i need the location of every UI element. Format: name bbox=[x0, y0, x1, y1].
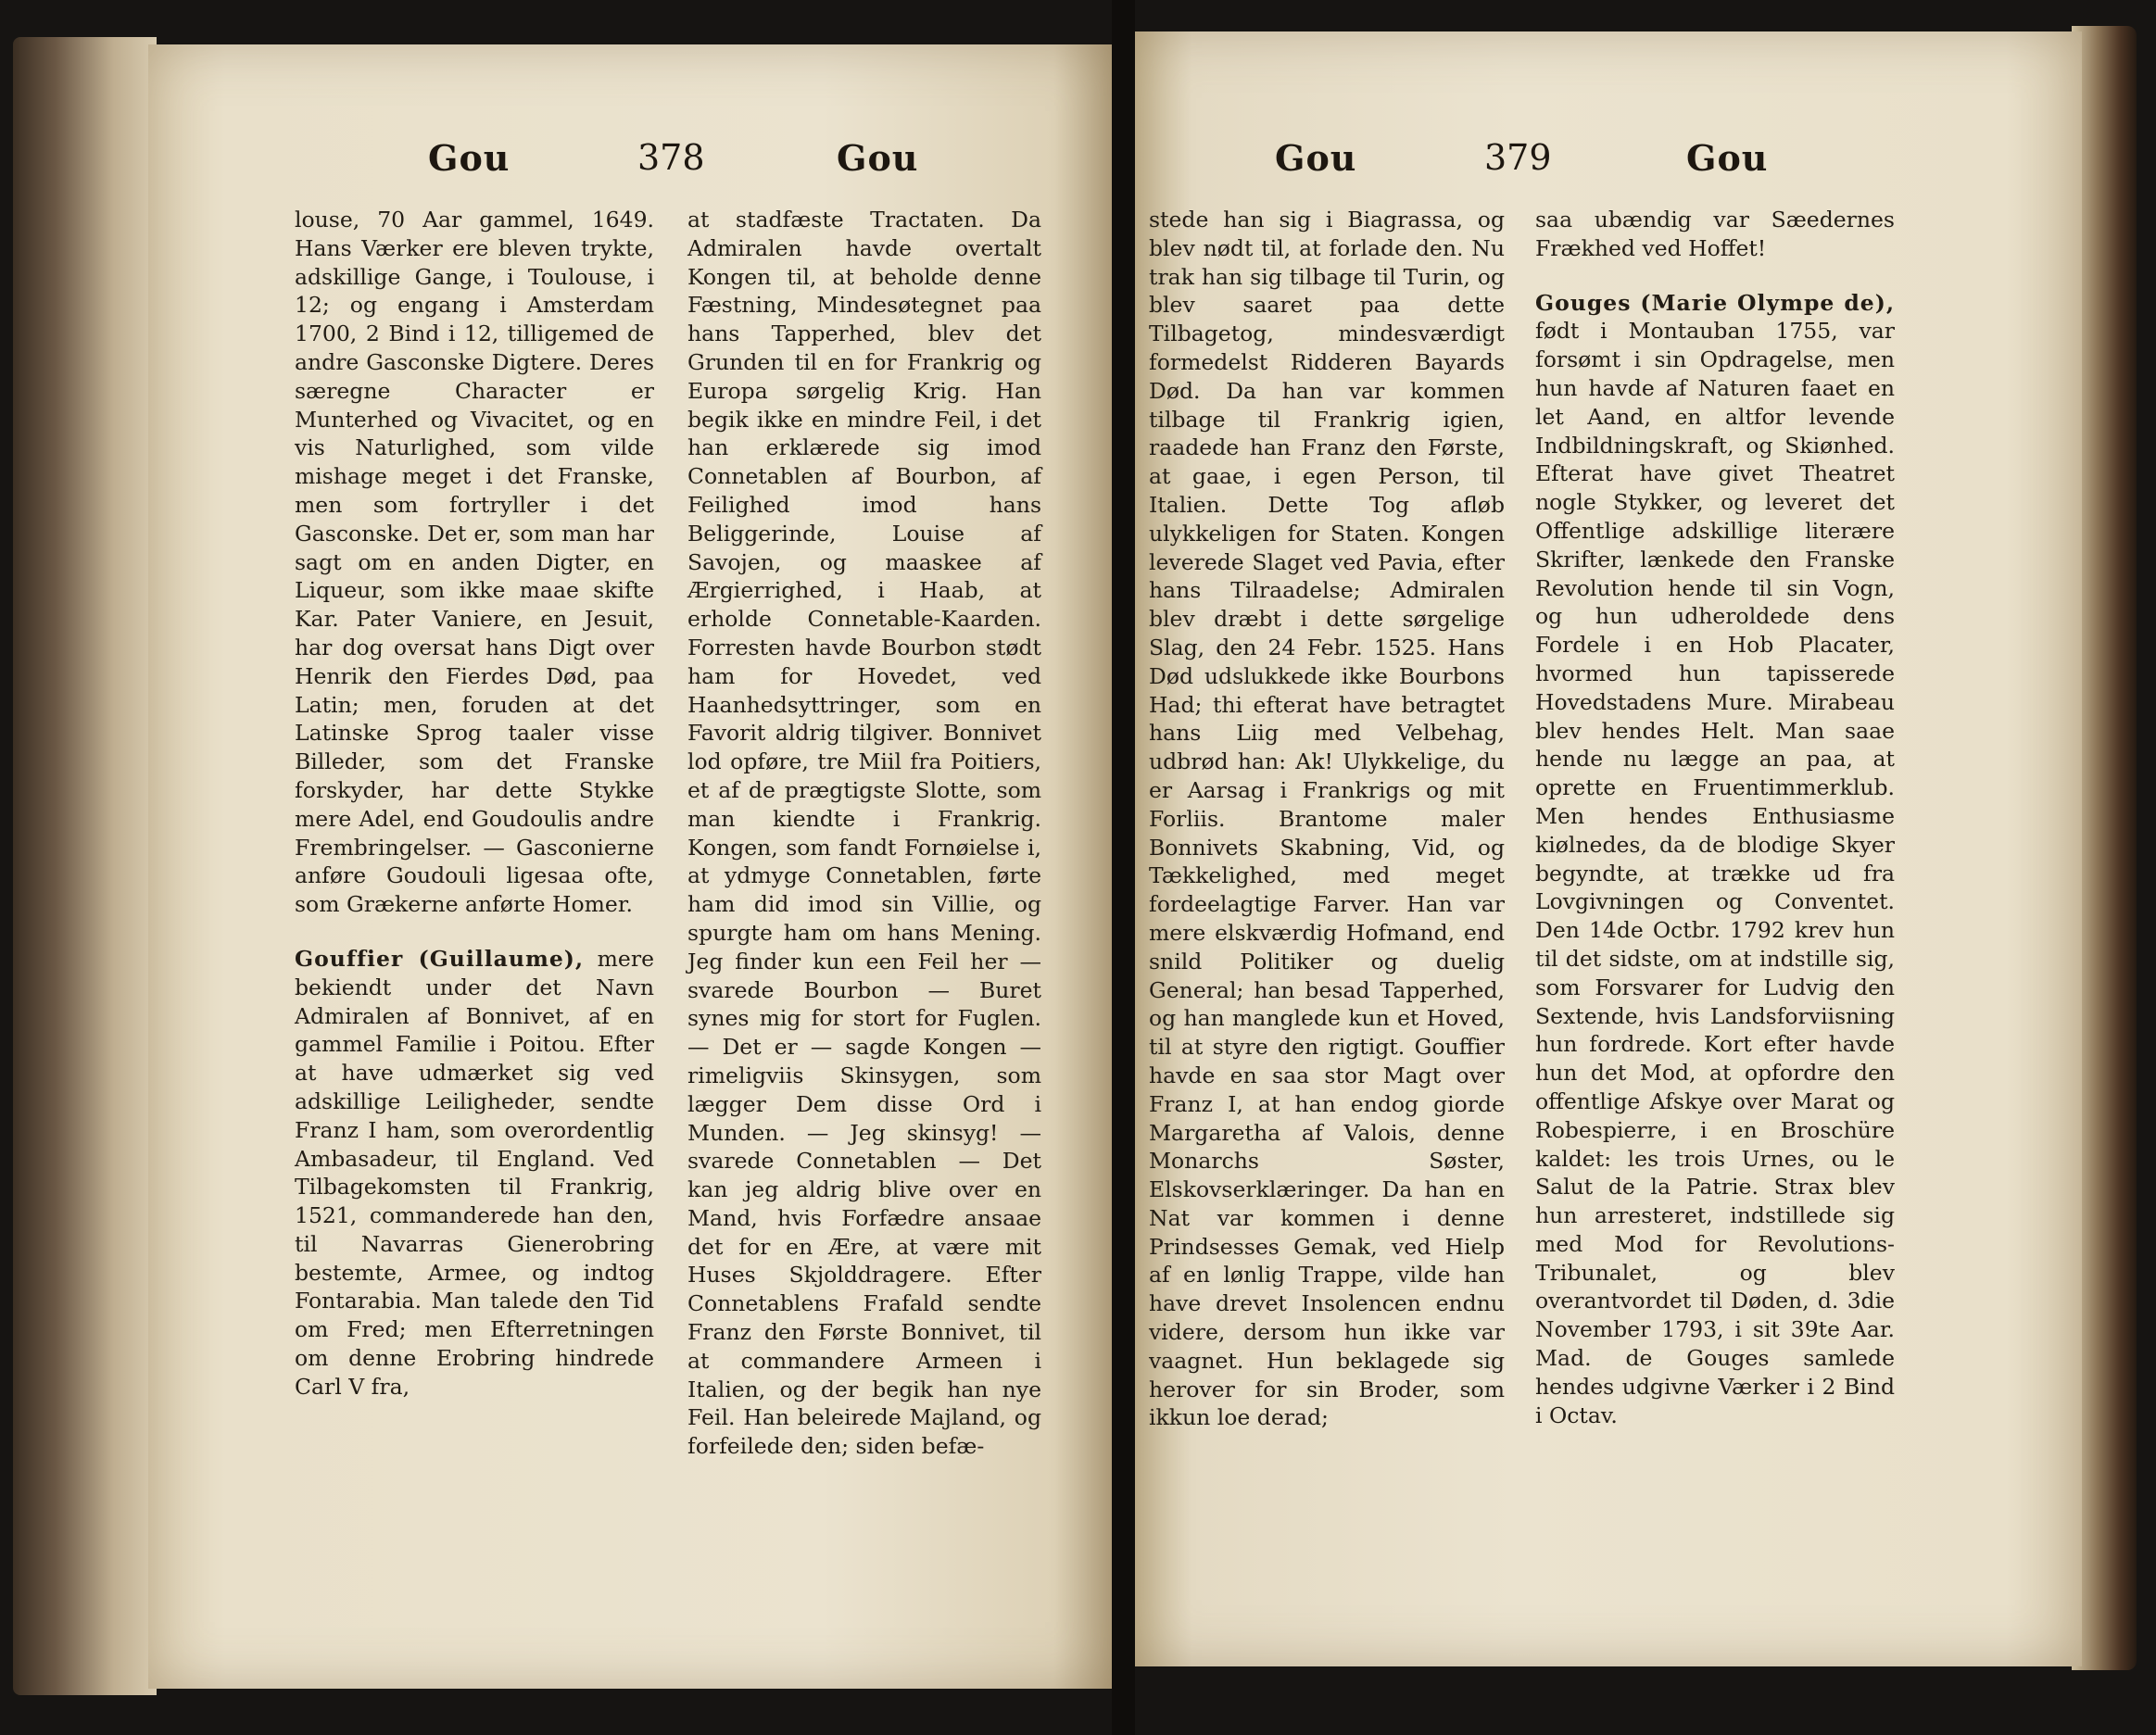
left-page-folio: 378 bbox=[637, 137, 705, 178]
entry-gouges bbox=[1535, 289, 1895, 1430]
right-page-column-2 bbox=[1535, 206, 1895, 1429]
left-col2-paragraph: at stadfæste Tractaten. Da Admiralen havde overtalt Kongen til, at beholde denne Fæstning, Mindesøtegnet paa hans Tapperhed, blev det Grunden til en for Frankrig og Europa sørgelig Krig. Han begik ikke en mindre Feil, i det han erklærede sig imod Connetablen af Bourbon, af Feilighed imod hans Beliggerinde, Louise af Savojen, og maaskee af Ærgierrighed, i Haab, at erholde Connetable-Kaarden. Forresten havde Bourbon stødt ham for Hovedet, ved Haanhedsyttringer, som en Favorit aldrig tilgiver. Bonnivet lod opføre, tre Miil fra Poitiers, et af de prægtigste Slotte, som man kiendte i Frankrig. Kongen, som fandt Fornøielse i, at ydmyge Connetablen, førte ham did imod sin Villie, og spurgte ham om hans Mening. Jeg finder kun een Feil her — svarede Bourbon — Buret synes mig for stort for Fuglen. — Det er — sagde Kongen — rimeligviis Skinsygen, som lægger Dem disse Ord i Munden. — Jeg skinsyg! — svarede Connetablen — Det kan jeg aldrig blive over en Mand, hvis Forfædre ansaae det for en Ære, at være mit Huses Skjolddragere. Efter Connetablens Frafald sendte Franz den Første Bonnivet, til at commandere Armeen i Italien, og der begik han nye Feil. Han beleirede Majland, og forfeilede den; siden befæ- bbox=[687, 207, 1041, 1460]
left-page-column-1 bbox=[295, 206, 654, 1402]
right-page-headword-right: Gou bbox=[1686, 137, 1769, 179]
entry-gouges-body: født i Montauban 1755, var forsømt i sin Opdragelse, men hun havde af Naturen faaet en let Aand, en altfor levende Indbildningskraft, og Skiønhed. Efterat have givet Theatret nogle Stykker, og leveret det Offentlige adskillige literære Skrifter, lænkede den Franske Revolution hende til sin Vogn, og hun udheroldede dens Fordele i en Hob Placater, hvormed hun tapisserede Hovedstadens Mure. Mirabeau blev hendes Helt. Man saae hende nu lægge an paa, at oprette en Fruentimmerklub. Men hendes Enthusiasme kiølnedes, da de blodige Skyer begyndte, at trække ud fra Lovgivningen og Conventet. Den 14de Octbr. 1792 krev hun til det sidste, om at indstille sig, som Forsvarer for Ludvig den Sextende, hvis Landsforviisning hun fordrede. Kort efter havde hun det Mod, at opfordre den offentlige Afskye over Marat og Robespierre, i en Broschüre kaldet: les trois Urnes, ou le Salut de la Patrie. Strax blev hun arresteret, indstillede sig med Mod for Revolutions-Tribunalet, og blev overantvordet til Døden, d. 3die November 1793, i sit 39te Aar. Mad. de Gouges samlede hendes udgivne Værker i 2 Bind i Octav. bbox=[1535, 318, 1895, 1428]
entry-gouffier-headword: Gouffier (Guillaume), bbox=[295, 945, 585, 972]
left-page-headword-right: Gou bbox=[837, 137, 919, 179]
entry-gouffier bbox=[295, 945, 654, 1402]
right-page-column-1 bbox=[1149, 206, 1505, 1432]
left-page-column-2 bbox=[687, 206, 1041, 1461]
page-block-edge-left bbox=[13, 37, 157, 1695]
right-page-folio: 379 bbox=[1484, 137, 1552, 178]
gutter bbox=[1112, 0, 1135, 1735]
left-col1-paragraph: louse, 70 Aar gammel, 1649. Hans Værker ere bleven trykte, adskillige Gange, i Toulouse, i 12; og engang i Amsterdam 1700, 2 Bind i 12, tilligemed de andre Gasconske Digtere. Deres særegne Character er Munterhed og Vivacitet, og en vis Naturlighed, som vilde mishage meget i det Franske, men som fortryller i det Gasconske. Det er, som man har sagt om en anden Digter, en Liqueur, som ikke maae skifte Kar. Pater Vaniere, en Jesuit, har dog oversat hans Digt over Henrik den Fierdes Død, paa Latin; men, foruden at det Latinske Sprog taaler visse Billeder, som det Franske forskyder, har dette Stykke mere Adel, end Goudoulis andre Frembringelser. — Gasconierne anføre Goudouli ligesaa ofte, som Grækerne anførte Homer. bbox=[295, 207, 654, 918]
left-page-headword-left: Gou bbox=[428, 137, 511, 179]
entry-gouffier-body: mere bekiendt under det Navn Admiralen af Bonnivet, af en gammel Familie i Poitou. Efter at have udmærket sig ved adskillige Leiligheder, sendte Franz I ham, som overordentlig Ambasadeur, til England. Ved Tilbagekomsten til Frankrig, 1521, commanderede han den, til Navarras Gienerobring bestemte, Armee, og indtog Fontarabia. Man talede den Tid om Fred; men Efterretningen om denne Erobring hindrede Carl V fra, bbox=[295, 945, 654, 1400]
entry-gouges-headword: Gouges (Marie Olympe de), bbox=[1535, 289, 1895, 316]
right-col1-paragraph: stede han sig i Biagrassa, og blev nødt til, at forlade den. Nu trak han sig tilbage til Turin, og blev saaret paa dette Tilbagetog, mindesværdigt formedelst Ridderen Bayards Død. Da han var kommen tilbage til Frankrig igien, raadede han Franz den Første, at gaae, i egen Person, til Italien. Dette Tog afløb ulykkeligen for Staten. Kongen leverede Slaget ved Pavia, efter hans Tilraadelse; Admiralen blev dræbt i dette sørgelige Slag, den 24 Febr. 1525. Hans Død udslukkede ikke Bourbons Had; thi efterat have betragtet hans Liig med Velbehag, udbrød han: Ak! Ulykkelige, du er Aarsag i Frankrigs og mit Forliis. Brantome maler Bonnivets Skabning, Vid, og Tækkelighed, med meget fordeelagtige Farver. Han var mere elskværdig Hofmand, end snild Politiker og duelig General; han besad Tapperhed, og han manglede kun et Hoved, til at styre den rigtigt. Gouffier havde en saa stor Magt over Franz I, at han endog giorde Margaretha af Valois, denne Monarchs Søster, Elskovserklæringer. Da han en Nat var kommen i denne Prindsesses Gemak, ved Hielp af en lønlig Trappe, vilde han have drevet Insolencen endnu videre, dersom hun ikke var vaagnet. Hun beklagede sig herover for sin Broder, som ikkun loe derad; bbox=[1149, 207, 1505, 1431]
right-col2-paragraph: saa ubændig var Sæedernes Frækhed ved Hoffet! bbox=[1535, 207, 1895, 261]
right-page-headword-left: Gou bbox=[1275, 137, 1357, 179]
